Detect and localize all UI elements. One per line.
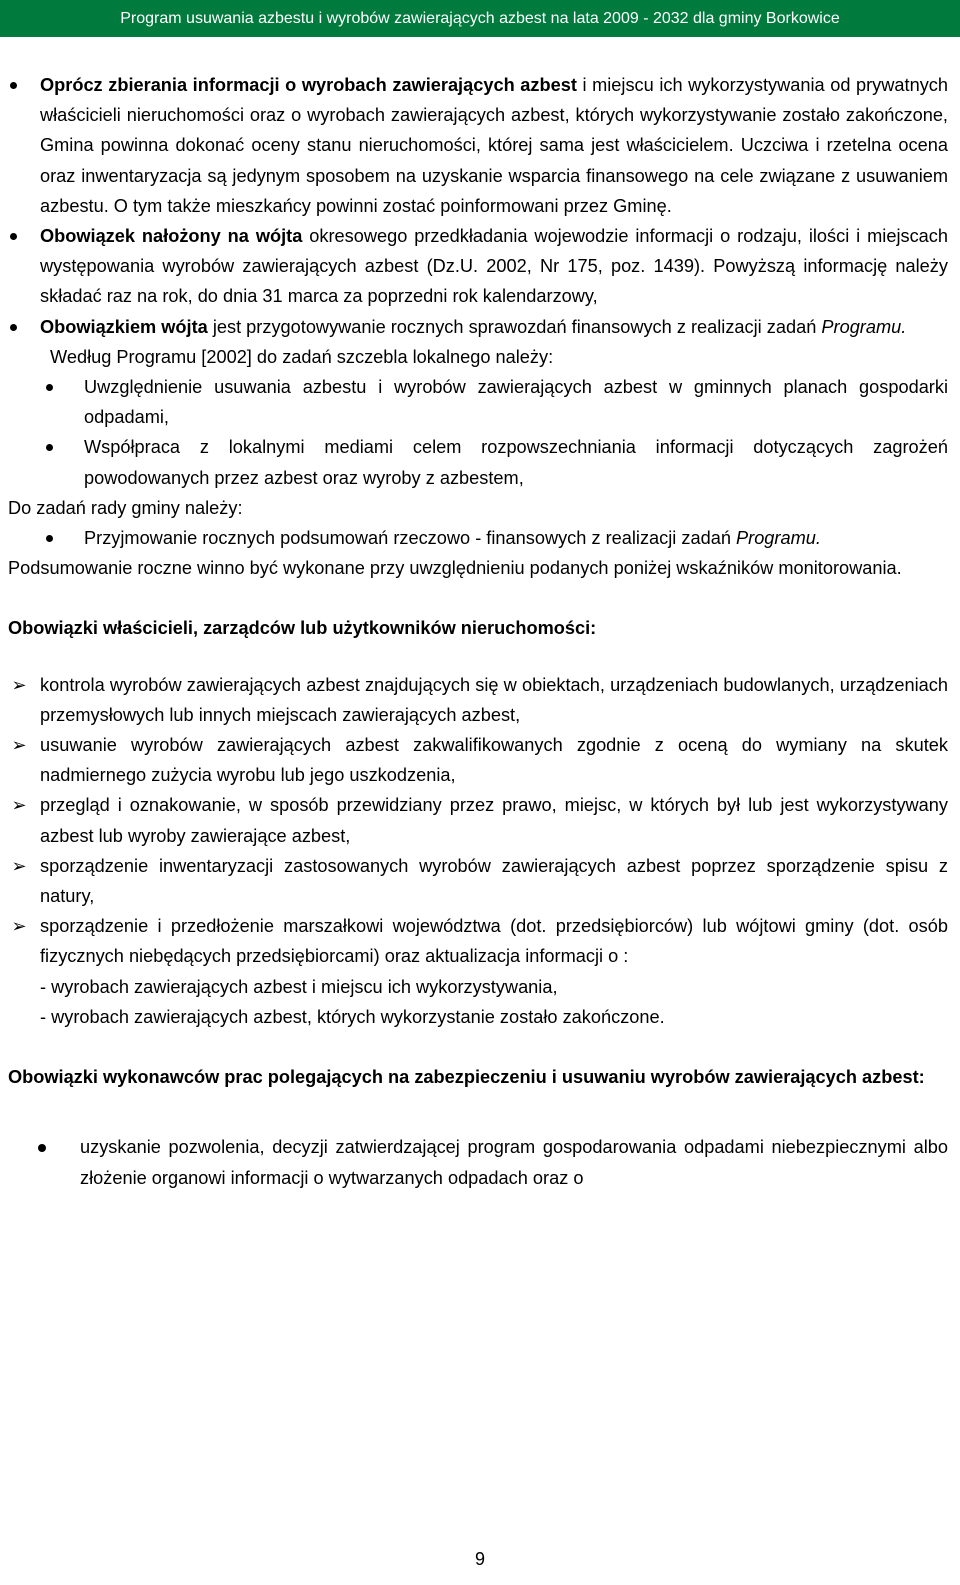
arrow-list-item: ➢ przegląd i oznakowanie, w sposób przewidziany przez prawo, miejsc, w których był lub jest wykorzystywany azbest lub wyroby zawierające azbest, — [8, 790, 948, 850]
arrow-list-item: ➢ sporządzenie i przedłożenie marszałkowi województwa (dot. przedsiębiorców) lub wójtowi gminy (dot. osób fizycznych niebędących przedsiębiorcami) oraz aktualizacja informacji o : — [8, 911, 948, 971]
document-header: Program usuwania azbestu i wyrobów zawierających azbest na lata 2009 - 2032 dla gminy Borkowice — [0, 0, 960, 37]
summary-paragraph: Podsumowanie roczne winno być wykonane przy uwzględnieniu podanych poniżej wskaźników monitorowania. — [8, 558, 902, 579]
list-item — [8, 70, 948, 221]
list-item-text: i miejscu ich wykorzystywania od prywatnych właścicieli nieruchomości oraz o wyrobach zawierających azbest, których wykorzystywanie zostało zakończone, Gmina powinna dokonać oceny stanu nieruchomości, której sama jest właścicielem. Uczciwa i rzetelna ocena oraz inwentaryzacja są jedynym sposobem na uzyskanie wsparcia finansowego na cele związane z usuwaniem azbestu. O tym także mieszkańcy powinni zostać poinformowani przez Gminę. — [40, 75, 949, 216]
contractors-heading: Obowiązki wykonawców prac polegających na zabezpieczeniu i usuwaniu wyrobów zawierających azbest: — [8, 1067, 925, 1088]
bold-lead: Oprócz zbierania informacji o wyrobach zawierających azbest — [40, 75, 577, 95]
bold-lead: Obowiązek nałożony na wójta — [40, 226, 303, 247]
bold-lead: Obowiązkiem wójta — [40, 316, 208, 337]
arrow-list-item: ➢ kontrola wyrobów zawierających azbest znajdujących się w obiektach, urządzeniach budowlanych, urządzeniach przemysłowych lub innych miejscach zawierających azbest, — [8, 670, 948, 730]
arrow-list-item: ➢ usuwanie wyrobów zawierających azbest zakwalifikowanych zgodnie z oceną do wymiany na skutek nadmiernego zużycia wyrobu lub jego uszkodzenia, — [8, 730, 948, 790]
arrow-bullet-icon: ➢ — [11, 855, 27, 876]
list-item: Uwzględnienie usuwania azbestu i wyrobów zawierających azbest w gminnych planach gospodarki odpadami, — [42, 372, 948, 432]
document-body — [8, 70, 948, 1193]
local-intro: Według Programu [2002] do zadań szczebla lokalnego należy: — [50, 346, 554, 367]
arrow-bullet-icon: ➢ — [11, 795, 27, 816]
list-item — [8, 312, 948, 342]
italic-term: Programu. — [736, 528, 821, 549]
council-intro: Do zadań rady gminy należy: — [8, 497, 243, 518]
list-item-text: jest przygotowywanie rocznych sprawozdań finansowych z realizacji zadań — [207, 316, 822, 337]
arrow-bullet-icon: ➢ — [11, 674, 27, 695]
page-number: 9 — [474, 1549, 485, 1569]
italic-term: Programu. — [821, 316, 907, 337]
list-item — [8, 221, 948, 312]
list-item-text: Przyjmowanie rocznych podsumowań rzeczowo - finansowych z realizacji zadań — [84, 528, 736, 549]
list-item-text: okresowego przedkładania wojewodzie informacji o rodzaju, ilości i miejscach występowania wyrobów zawierających azbest (Dz.U. 2002, Nr 175, poz. 1439). Powyższą informację należy składać raz na rok, do dnia 31 marca za poprzedni rok kalendarzowy, — [40, 226, 949, 307]
arrow-list-item: ➢ sporządzenie inwentaryzacji zastosowanych wyrobów zawierających azbest poprzez sporządzenie spisu z natury, — [8, 851, 948, 911]
sub-item: - wyrobach zawierających azbest i miejscu ich wykorzystywania, — [40, 976, 558, 997]
arrow-bullet-icon: ➢ — [11, 735, 27, 756]
arrow-bullet-icon: ➢ — [11, 916, 27, 937]
list-item: Współpraca z lokalnymi mediami celem rozpowszechniania informacji dotyczących zagrożeń powodowanych przez azbest oraz wyroby z azbestem, — [42, 432, 948, 492]
list-item: uzyskanie pozwolenia, decyzji zatwierdzającej program gospodarowania odpadami niebezpiecznymi albo złożenie organowi informacji o wytwarzanych odpadach oraz o — [8, 1132, 948, 1192]
owners-heading: Obowiązki właścicieli, zarządców lub użytkowników nieruchomości: — [8, 618, 597, 639]
sub-item: - wyrobach zawierających azbest, których wykorzystanie zostało zakończone. — [40, 1006, 665, 1027]
list-item — [42, 523, 948, 553]
